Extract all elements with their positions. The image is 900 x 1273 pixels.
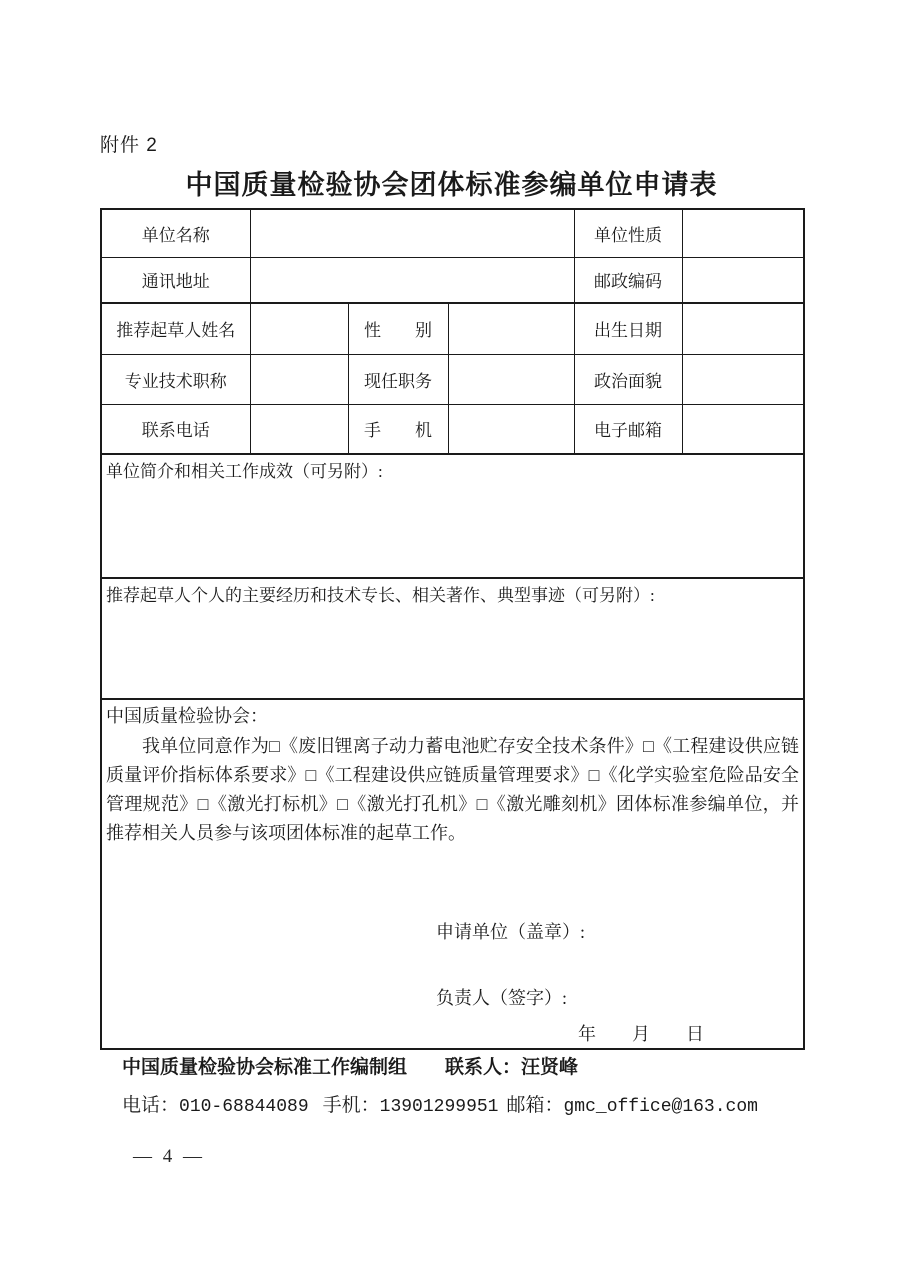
field-political-status: [682, 354, 804, 404]
date-line: 年 月 日: [578, 1024, 704, 1044]
label-gender: 性 别: [348, 303, 448, 354]
footer-contact-line: [122, 1090, 758, 1117]
table-row: [101, 354, 804, 404]
section-consent: [101, 699, 804, 1049]
field-mailing-address: [250, 257, 574, 303]
table-row: [101, 404, 804, 454]
field-email: [682, 404, 804, 454]
label-unit-name: 单位名称: [101, 209, 250, 257]
field-gender: [448, 303, 574, 354]
label-contact-phone: 联系电话: [101, 404, 250, 454]
page-number: — 4 —: [133, 1146, 205, 1167]
application-table: [100, 208, 805, 1050]
footer-org-line: 中国质量检验协会标准工作编制组 联系人：汪贤峰: [122, 1057, 579, 1078]
consent-salutation: 中国质量检验协会：: [106, 706, 268, 726]
field-mobile: [448, 404, 574, 454]
field-unit-nature: [682, 209, 804, 257]
consent-paragraph: 我单位同意作为□《废旧锂离子动力蓄电池贮存安全技术条件》□《工程建设供应链质量评价指标体系要求》□《工程建设供应链质量管理要求》□《化学实验室危险品安全管理规范》□《激光打标机》□《激光打孔机》□《激光雕刻机》团体标准参编单位，并推荐相关人员参与该项团体标准的起草工作。: [106, 736, 799, 843]
label-birth-date: 出生日期: [574, 303, 682, 354]
table-row: [101, 303, 804, 354]
label-drafter-name: 推荐起草人姓名: [101, 303, 250, 354]
applicant-stamp-line: 申请单位（盖章）:: [436, 922, 586, 942]
table-row: [101, 699, 804, 1049]
responsible-sign-line: 负责人（签字）:: [436, 988, 568, 1008]
page-title: 中国质量检验协会团体标准参编单位申请表: [185, 170, 718, 200]
label-mailing-address: 通讯地址: [101, 257, 250, 303]
field-birth-date: [682, 303, 804, 354]
section-unit-intro: 单位简介和相关工作成效（可另附）:: [101, 454, 804, 578]
mobile-label: 手机：: [322, 1095, 380, 1116]
field-current-position: [448, 354, 574, 404]
label-email: 电子邮箱: [574, 404, 682, 454]
field-drafter-name: [250, 303, 348, 354]
label-mobile: 手 机: [348, 404, 448, 454]
email-label: 邮箱：: [506, 1095, 564, 1116]
label-professional-title: 专业技术职称: [101, 354, 250, 404]
mobile-number: 13901299951: [379, 1097, 499, 1117]
section-drafter-intro: 推荐起草人个人的主要经历和技术专长、相关著作、典型事迹（可另附）:: [101, 578, 804, 699]
label-current-position: 现任职务: [348, 354, 448, 404]
label-unit-nature: 单位性质: [574, 209, 682, 257]
phone-label: 电话：: [122, 1095, 180, 1116]
table-row: [101, 257, 804, 303]
field-postal-code: [682, 257, 804, 303]
email-address: gmc_office@163.com: [563, 1097, 758, 1117]
field-contact-phone: [250, 404, 348, 454]
label-postal-code: 邮政编码: [574, 257, 682, 303]
phone-number: 010-68844089: [179, 1097, 309, 1117]
table-row: [101, 209, 804, 257]
field-unit-name: [250, 209, 574, 257]
label-political-status: 政治面貌: [574, 354, 682, 404]
attachment-label: 附件 2: [100, 135, 158, 156]
table-row: [101, 454, 804, 578]
field-professional-title: [250, 354, 348, 404]
table-row: [101, 578, 804, 699]
